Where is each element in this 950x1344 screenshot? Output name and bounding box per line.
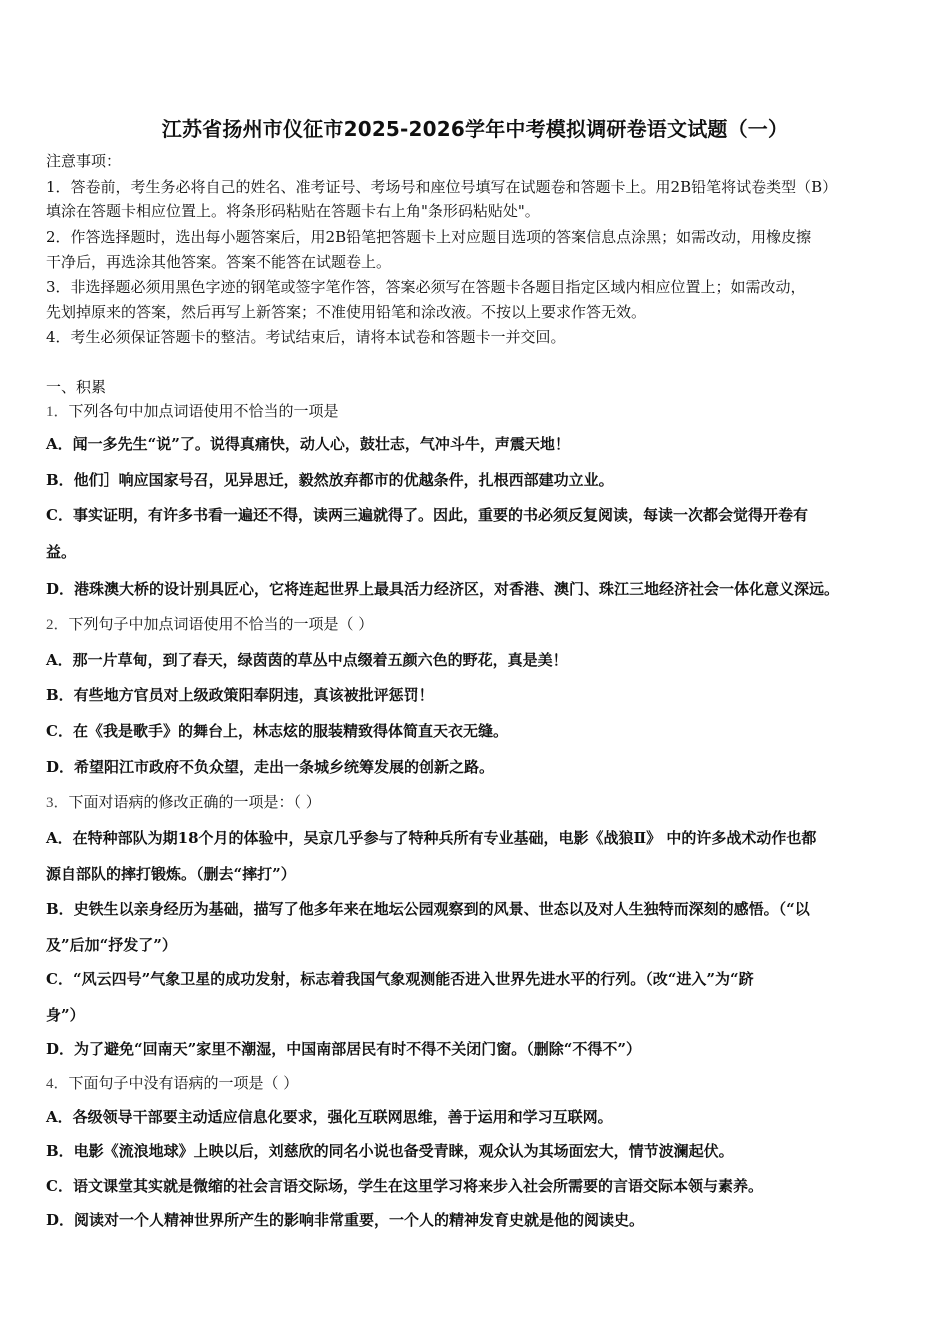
- question-stem: [46, 401, 339, 422]
- option-d: D．港珠澳大桥的设计别具匠心，它将连起世界上最具活力经济区，对香港、澳门、珠江三地经济社会一体化意义深远。: [46, 580, 840, 598]
- question-number: 3．: [46, 795, 69, 811]
- page-title: 江苏省扬州市仪征市2025-2026学年中考模拟调研卷语文试题（一）: [161, 117, 789, 141]
- notice-line: 4．考生必须保证答题卡的整洁。考试结束后，请将本试卷和答题卡一并交回。: [46, 328, 566, 346]
- question-text: 下列句子中加点词语使用不恰当的一项是（ ）: [68, 615, 374, 633]
- notice-line: 干净后，再选涂其他答案。答案不能答在试题卷上。: [46, 253, 392, 271]
- option-a: A．各级领导干部要主动适应信息化要求，强化互联网思维，善于运用和学习互联网。: [46, 1108, 613, 1126]
- option-b: B．史铁生以亲身经历为基础，描写了他多年来在地坛公园观察到的风景、世态以及对人生独特而深刻的感悟。（“以: [46, 900, 810, 918]
- option-b: B．有些地方官员对上级政策阳奉阴违，真该被批评惩罚！: [46, 686, 434, 704]
- option-d: D．阅读对一个人精神世界所产生的影响非常重要，一个人的精神发育史就是他的阅读史。: [46, 1211, 645, 1229]
- question-stem: [46, 792, 321, 813]
- notice-line: 2．作答选择题时，选出每小题答案后，用2B铅笔把答题卡上对应题目选项的答案信息点涂黑；如需改动，用橡皮擦: [46, 228, 812, 246]
- option-b: B．他们］响应国家号召，见异思迁，毅然放弃都市的优越条件，扎根西部建功立业。: [46, 471, 614, 489]
- option-a: A．那一片草甸，到了春天，绿茵茵的草丛中点缀着五颜六色的野花，真是美！: [46, 651, 568, 669]
- question-number: 4．: [46, 1076, 69, 1092]
- option-a-cont: 源自部队的摔打锻炼。（删去“摔打”）: [46, 865, 296, 883]
- notice-line: 3．非选择题必须用黑色字迹的钢笔或签字笔作答，答案必须写在答题卡各题目指定区域内相应位置上；如需改动，: [46, 278, 806, 296]
- notice-line: 先划掉原来的答案，然后再写上新答案；不准使用铅笔和涂改液。不按以上要求作答无效。: [46, 303, 647, 321]
- option-d: D．为了避免“回南天”家里不潮湿，中国南部居民有时不得不关闭门窗。（删除“不得不”）: [46, 1040, 642, 1058]
- option-a: A．在特种部队为期18个月的体验中，吴京几乎参与了特种兵所有专业基础，电影《战狼Ⅱ》 中的许多战术动作也都: [46, 829, 817, 847]
- section-heading: 一、积累: [46, 378, 107, 396]
- notice-heading: 注意事项：: [46, 152, 122, 170]
- notice-line: 1．答卷前，考生务必将自己的姓名、准考证号、考场号和座位号填写在试题卷和答题卡上。用2B铅笔将试卷类型（B）: [46, 178, 838, 196]
- option-c: C．语文课堂其实就是微缩的社会言语交际场，学生在这里学习将来步入社会所需要的言语交际本领与素养。: [46, 1177, 763, 1195]
- question-number: 1．: [46, 404, 69, 420]
- question-number: 2．: [46, 617, 69, 633]
- option-c-cont: 益。: [46, 543, 77, 561]
- option-d: D．希望阳江市政府不负众望，走出一条城乡统筹发展的创新之路。: [46, 758, 495, 776]
- question-text: 下列各句中加点词语使用不恰当的一项是: [68, 402, 339, 420]
- option-c: C．“风云四号”气象卫星的成功发射，标志着我国气象观测能否进入世界先进水平的行列。（改“进入”为“跻: [46, 970, 754, 988]
- question-text: 下面对语病的修改正确的一项是：（ ）: [68, 793, 321, 811]
- option-b: B．电影《流浪地球》上映以后，刘慈欣的同名小说也备受青睐，观众认为其场面宏大，情节波澜起伏。: [46, 1142, 734, 1160]
- option-c-cont: 身”）: [46, 1006, 85, 1024]
- option-a: A．闻一多先生“说”了。说得真痛快，动人心，鼓壮志，气冲斗牛，声震天地！: [46, 435, 570, 453]
- option-c: C．在《我是歌手》的舞台上，林志炫的服装精致得体简直天衣无缝。: [46, 722, 508, 740]
- notice-line: 填涂在答题卡相应位置上。将条形码粘贴在答题卡右上角"条形码粘贴处"。: [46, 202, 540, 220]
- question-text: 下面句子中没有语病的一项是（ ）: [68, 1074, 299, 1092]
- option-b-cont: 及”后加“抒发了”）: [46, 936, 177, 954]
- question-stem: [46, 1073, 298, 1094]
- option-c: C．事实证明，有许多书看一遍还不得，读两三遍就得了。因此，重要的书必须反复阅读，每读一次都会觉得开卷有: [46, 506, 808, 524]
- question-stem: [46, 614, 373, 635]
